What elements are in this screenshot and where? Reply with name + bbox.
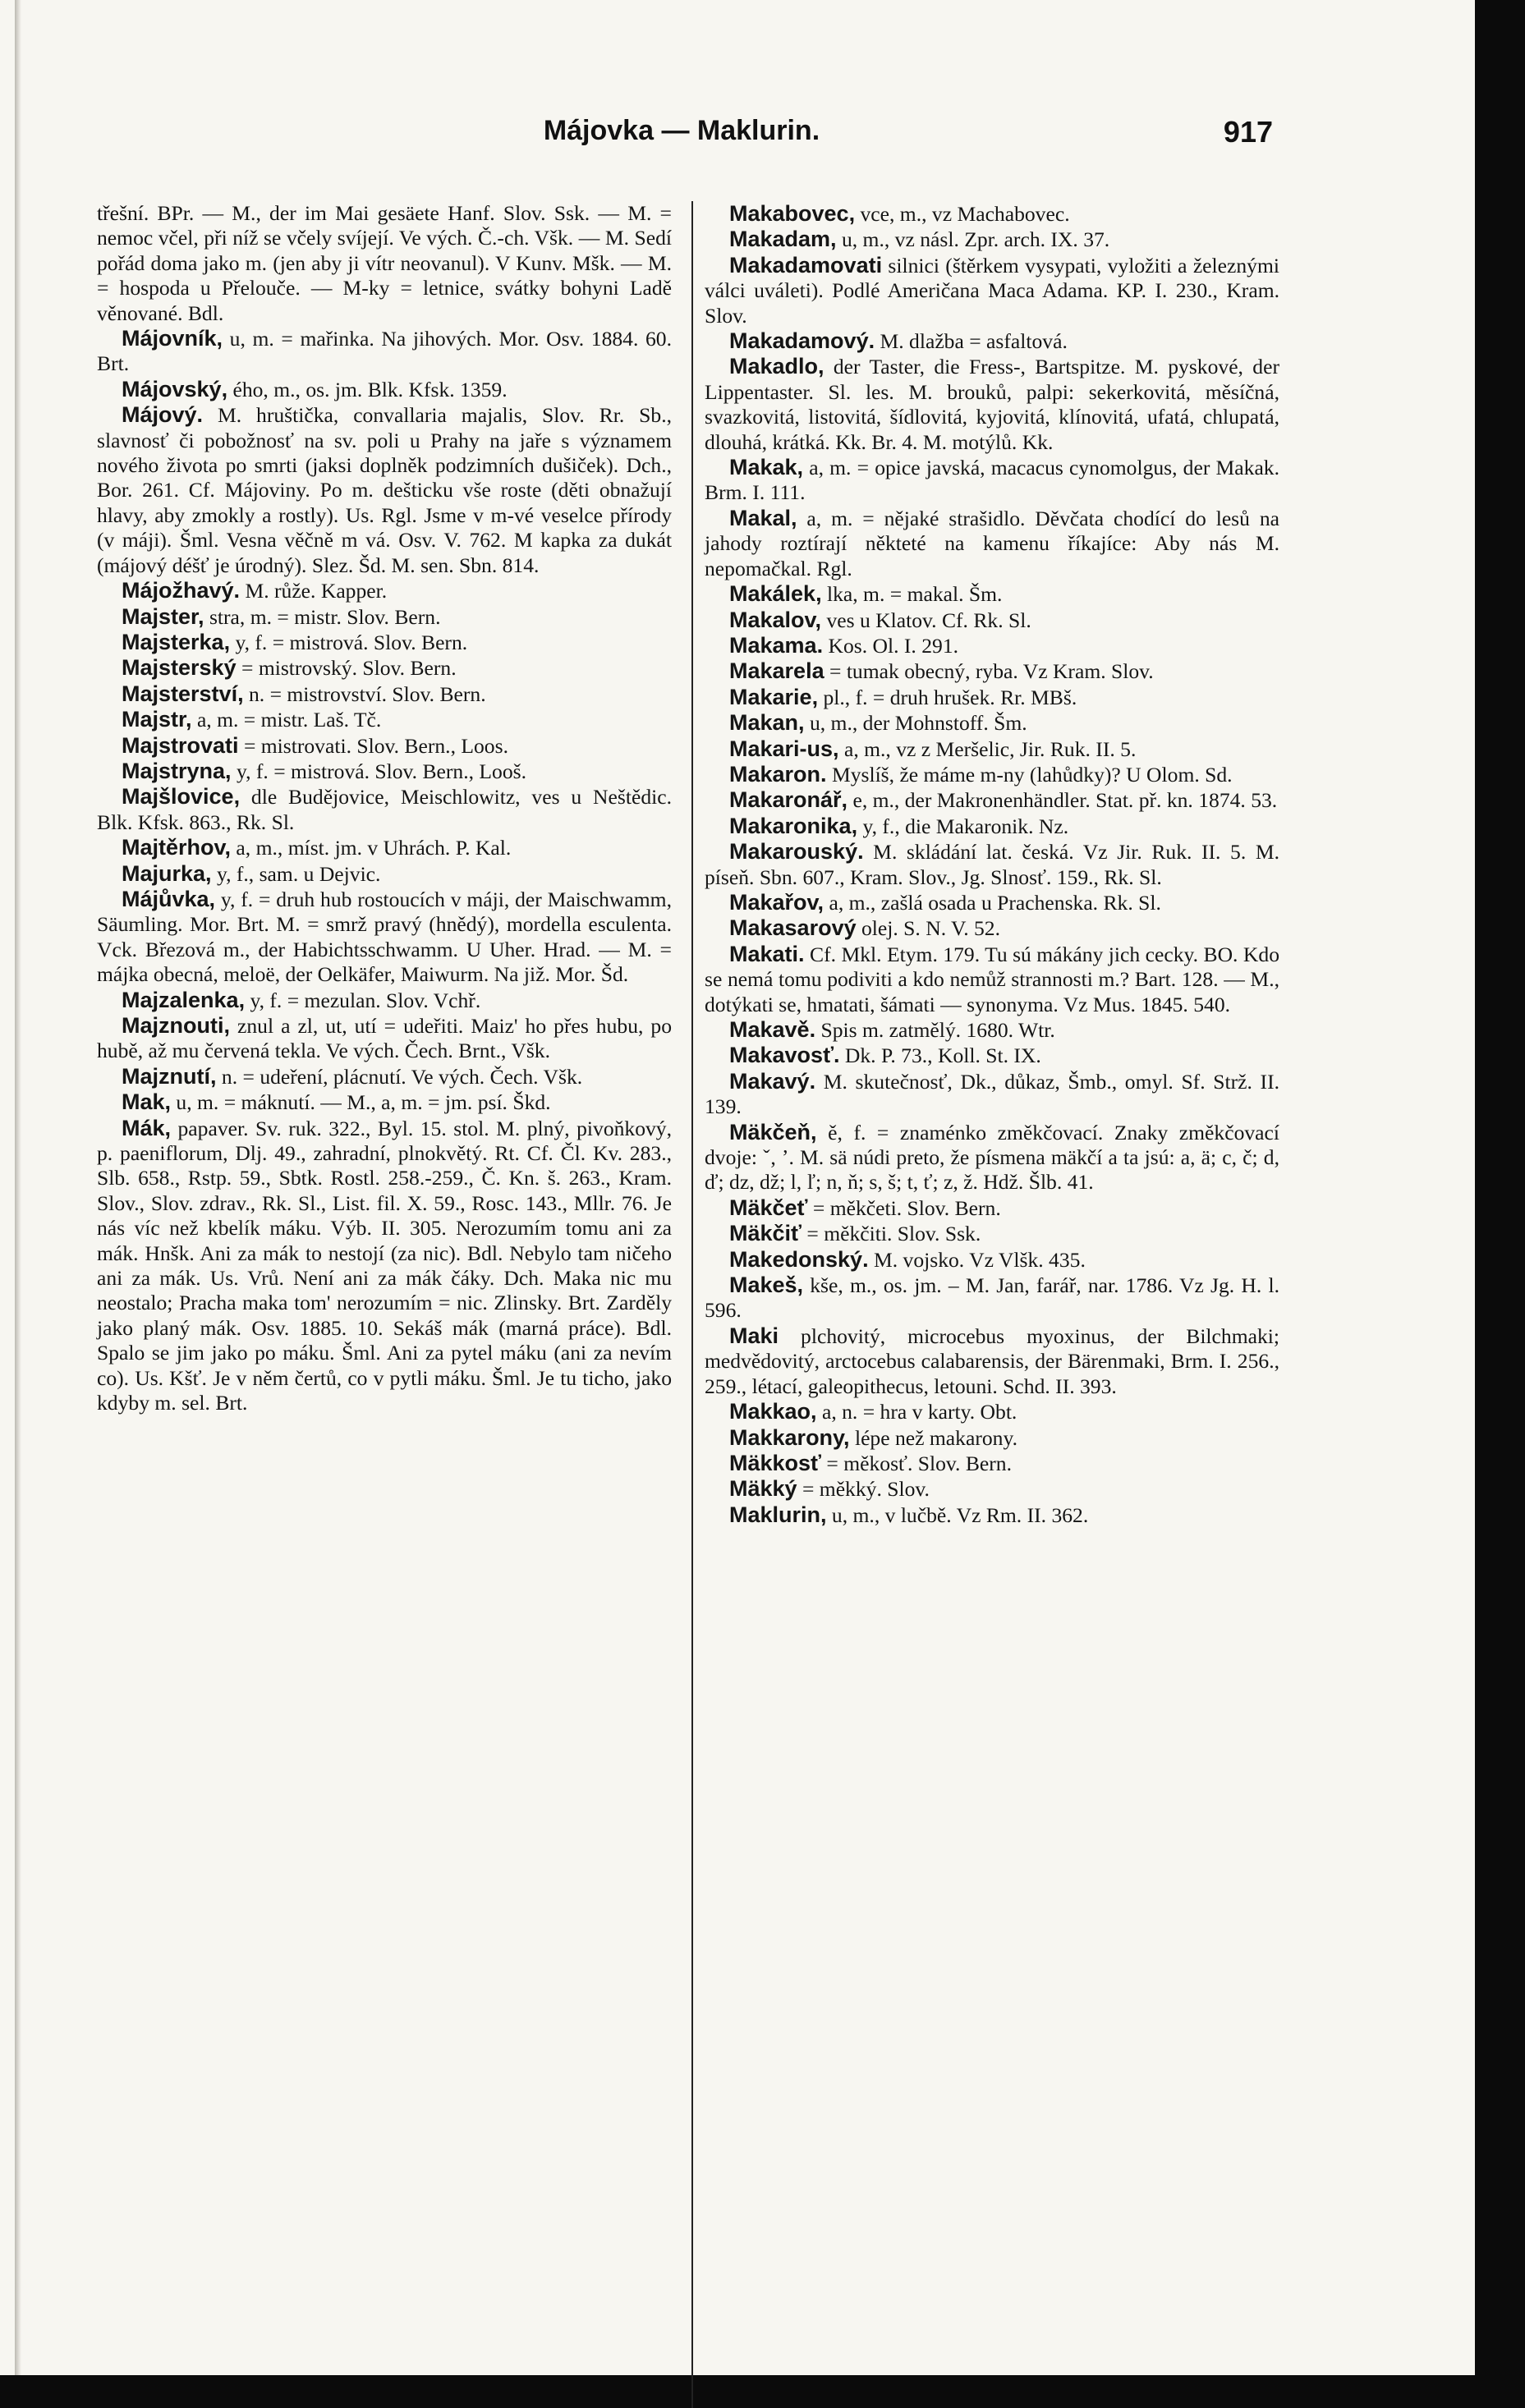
entry-headword: Makama. (729, 632, 824, 658)
entry-text: e, m., der Makronenhändler. Stat. př. kn. 1874. 53. (847, 788, 1278, 813)
entry-headword: Makadam, (729, 227, 837, 252)
column-divider (691, 201, 693, 2408)
dictionary-entry (705, 253, 1279, 328)
entry-text: = měkčiti. Slov. Ssk. (801, 1222, 981, 1246)
entry-headword: Majšlovice, (122, 784, 241, 810)
entry-text: a, m. = mistr. Laš. Tč. (191, 708, 382, 732)
dictionary-entry (97, 861, 672, 887)
entry-headword: Makasarový (729, 915, 857, 941)
dictionary-entry (705, 1247, 1279, 1273)
dictionary-entry (705, 1195, 1279, 1221)
entry-text: der Taster, die Fress-, Bartspitze. M. pyskové, der Lippentaster. Sl. les. M. brouků, palpi: sekerkovitá, měsíčná, svazkovitá, listovitá, šídlovitá, kyjovitá, klínovitá, ufatá, chlupatá, dlouhá, krátká. Kk. Br. 4. M. motýlů. Kk. (705, 355, 1279, 454)
dictionary-entry (705, 1399, 1279, 1424)
dictionary-entry (705, 710, 1279, 736)
dictionary-entry (97, 1013, 672, 1064)
dictionary-entry (705, 201, 1279, 227)
entry-headword: Makal, (729, 505, 797, 530)
dictionary-entry (705, 658, 1279, 684)
entry-headword: Makalov, (729, 607, 822, 632)
dictionary-entry (97, 1064, 672, 1089)
entry-headword: Mák, (122, 1115, 172, 1140)
entry-text: pl., f. = druh hrušek. Rr. MBš. (818, 685, 1077, 709)
entry-headword: Makaronář, (729, 787, 848, 813)
dictionary-entry (705, 1120, 1279, 1195)
dictionary-entry (97, 1089, 672, 1115)
entry-headword: Makarela (729, 658, 825, 684)
dictionary-entry (705, 1043, 1279, 1068)
dictionary-entry (705, 814, 1279, 839)
dictionary-entry (705, 1502, 1279, 1528)
dictionary-entry (705, 506, 1279, 581)
dictionary-entry (705, 227, 1279, 252)
entry-headword: Mäkkosť (729, 1450, 821, 1475)
entry-text: = měkosť. Slov. Bern. (820, 1451, 1012, 1475)
entry-text: znul a zl, ut, utí = udeřiti. Maiz' ho přes hubu, po hubě, až mu červená tekla. Ve vých. Čech. Brnt., Všk. (97, 1014, 672, 1063)
entry-headword: Makavosť. (729, 1043, 840, 1068)
entry-text: Dk. P. 73., Koll. St. IX. (839, 1043, 1041, 1068)
entry-text: vce, m., vz Machabovec. (855, 202, 1070, 226)
entry-text: lépe než makarony. (849, 1425, 1017, 1450)
dictionary-entry (97, 655, 672, 681)
entry-headword: Makadamový. (729, 328, 875, 354)
entry-headword: Májožhavý. (122, 578, 241, 603)
right-column (705, 201, 1279, 1528)
entry-headword: Makálek, (729, 581, 822, 607)
dictionary-entry (705, 633, 1279, 658)
entry-headword: Majsterka, (122, 629, 231, 654)
entry-text: plchovitý, microcebus myoxinus, der Bilchmaki; medvědovitý, arctocebus calabarensis, der Bärenmaki, Brm. I. 256., 259., létací, galeopithecus, letouni. Schd. II. 393. (705, 1323, 1279, 1398)
entry-headword: Majurka, (122, 860, 212, 886)
entry-text: lka, m. = makal. Šm. (821, 582, 1003, 607)
entry-text: M. skládání lat. česká. Vz Jir. Ruk. II. 5. M. píseň. Sbn. 607., Kram. Slov., Jg. Slnosť. 159., Rk. Sl. (705, 840, 1279, 889)
entry-text: = mistrovský. Slov. Bern. (236, 656, 457, 681)
entry-text: Kos. Ol. I. 291. (823, 633, 959, 658)
dictionary-entry (705, 581, 1279, 607)
entry-text: kše, m., os. jm. – M. Jan, farář, nar. 1786. Vz Jg. H. l. 596. (705, 1273, 1279, 1323)
entry-headword: Májovský, (122, 376, 228, 401)
entry-headword: Majtěrhov, (122, 835, 232, 860)
dictionary-entry (97, 326, 672, 377)
dictionary-entry (705, 1451, 1279, 1476)
dictionary-entry (97, 604, 672, 630)
entry-text: u, m., der Mohnstoff. Šm. (804, 711, 1027, 736)
entry-headword: Makkarony, (729, 1424, 850, 1450)
entry-headword: Makaron. (729, 761, 827, 787)
left-column (97, 201, 672, 1416)
entry-headword: Makarie, (729, 684, 819, 709)
entry-text: a, m., míst. jm. v Uhrách. P. Kal. (231, 836, 512, 860)
entry-headword: Májovník, (122, 326, 223, 351)
entry-text: y, f. = mistrová. Slov. Bern., Looš. (231, 759, 527, 783)
entry-headword: Makedonský. (729, 1246, 869, 1272)
entry-text: ě, f. = znaménko změkčovací. Znaky změkčovací dvoje: ˇ, ʼ. M. sä núdi preto, že písmena mäkčí a ta jsú: a, ä; c, č; d, ď; dz, dž; l, ľ; n, ň; s, š; t, ť; z, ž. Hdž. Šlb. 41. (705, 1120, 1279, 1195)
entry-headword: Májový. (122, 402, 204, 428)
entry-headword: Makadamovati (729, 252, 883, 277)
entry-headword: Makadlo, (729, 354, 825, 379)
entry-text: u, m., v lučbě. Vz Rm. II. 362. (826, 1502, 1089, 1527)
entry-headword: Majstr, (122, 707, 192, 732)
entry-text: y, f., sam. u Dejvic. (211, 861, 381, 886)
entry-text: M. vojsko. Vz Vlšk. 435. (868, 1247, 1086, 1272)
dictionary-entry (705, 354, 1279, 455)
entry-text: a, m., vz z Meršelic, Jir. Ruk. II. 5. (838, 736, 1137, 761)
dictionary-entry (97, 578, 672, 603)
entry-text: u, m., vz násl. Zpr. arch. IX. 37. (836, 227, 1110, 252)
entry-text: M. dlažba = asfaltová. (875, 329, 1068, 354)
entry-text: ves u Klatov. Cf. Rk. Sl. (821, 608, 1031, 632)
dictionary-entry (705, 1476, 1279, 1502)
dictionary-entry (705, 455, 1279, 506)
entry-headword: Makan, (729, 710, 805, 736)
entry-headword: Majstryna, (122, 758, 232, 783)
dictionary-entry (97, 201, 672, 326)
running-head: Májovka — Maklurin. (543, 115, 820, 146)
entry-text: = měkčeti. Slov. Bern. (807, 1195, 1001, 1220)
dictionary-entry (97, 402, 672, 578)
entry-headword: Makaronika, (729, 813, 858, 838)
entry-text: papaver. Sv. ruk. 322., Byl. 15. stol. M. plný, pivoňkový, p. paeniflorum, Dlj. 49., zahradní, plnokvětý. Rt. Cf. Čl. Kv. 283., Slb. 658., Rstp. 59., Sbtk. Rostl. 258.-259., Č. Kn. š. 263., Kram. Slov., Slov. zdrav., Rk. Sl., List. fil. X. 59., Rosc. 143., Mllr. 76. Je nás víc než kbelík máku. Výb. II. 305. Nerozumím tomu ani za mák. Hnšk. Ani za mák to nestojí (za nic). Bdl. Nebylo tam ničeho ani za mák. Us. Vrů. Není ani za mák čáky. Dch. Maka nic mu neostalo; Pracha maka tom' nerozumím = nic. Zlinsky. Brt. Zarděly jako planý mák. Osv. 1885. 10. Sekáš mák (marná práce). Bdl. Spalo se jim jako po máku. Šml. Ani za pytel máku (ani za nevím co). Us. Kšť. Je v něm čertů, co v pytli máku. Šml. Je tu ticho, jako kdyby m. sel. Brt. (97, 1116, 672, 1415)
entry-text: y, f. = mistrová. Slov. Bern. (230, 630, 468, 654)
entry-text: = mistrovati. Slov. Bern., Loos. (238, 733, 508, 758)
dictionary-entry (705, 1221, 1279, 1246)
entry-text: y, f. = druh hub rostoucích v máji, der Maischwamm, Säumling. Mor. Brt. M. = smrž pravý (hnědý), mordella esculenta. Vck. Březová m., der Habichtsschwamm. U Uher. Hrad. — M. = májka obecná, meloë, der Oelkäfer, Maiwurm. Na již. Mor. Šd. (97, 887, 672, 987)
entry-headword: Makabovec, (729, 201, 856, 226)
entry-headword: Majsterský (122, 655, 237, 681)
dictionary-entry (705, 942, 1279, 1017)
entry-headword: Makati. (729, 941, 805, 966)
entry-headword: Makavý. (729, 1068, 816, 1094)
entry-text: Spis m. zatmělý. 1680. Wtr. (815, 1018, 1055, 1042)
entry-text: = měkký. Slov. (797, 1477, 930, 1502)
entry-text: ého, m., os. jm. Blk. Kfsk. 1359. (227, 377, 508, 401)
dictionary-entry (705, 787, 1279, 813)
dictionary-entry (705, 915, 1279, 941)
entry-headword: Makak, (729, 455, 804, 480)
entry-text: y, f. = mezulan. Slov. Vchř. (245, 988, 481, 1012)
dictionary-entry (705, 839, 1279, 890)
entry-text: třešní. BPr. — M., der im Mai gesäete Hanf. Slov. Ssk. — M. = nemoc včel, při níž se včely svíjejí. Ve vých. Č.-ch. Všk. — M. Sedí pořád doma jako m. (jen aby ji vítr neovanul). V Kunv. Mšk. — M. = hospoda u Přelouče. — M-ky = letnice, svátky bohyni Ladě věnované. Bdl. (97, 201, 672, 325)
entry-text: dle Budějovice, Meischlowitz, ves u Neštědic. Blk. Kfsk. 863., Rk. Sl. (97, 785, 672, 834)
dictionary-entry (705, 1273, 1279, 1323)
entry-headword: Majznutí, (122, 1063, 217, 1089)
entry-text: a, m. = nějaké strašidlo. Děvčata chodící do lesů na jahody roztírají někteté na kamenu říkajíce: Aby nás M. nepomačkal. Rgl. (705, 506, 1279, 580)
entry-text: silnici (štěrkem vysypati, vyložiti a železnými válci uváleti). Podlé Američana Maca Adama. KP. I. 230., Kram. Slov. (705, 253, 1279, 328)
dictionary-entry (705, 1017, 1279, 1043)
page-gutter-shadow (15, 0, 21, 2375)
entry-text: olej. S. N. V. 52. (856, 916, 1001, 941)
entry-headword: Majzalenka, (122, 987, 246, 1012)
dictionary-entry (705, 890, 1279, 915)
entry-text: u, m. = mařinka. Na jihových. Mor. Osv. 1884. 60. Brt. (97, 327, 672, 376)
dictionary-entry (97, 707, 672, 732)
dictionary-entry (97, 733, 672, 759)
entry-headword: Makkao, (729, 1399, 817, 1424)
entry-text: a, m. = opice javská, macacus cynomolgus, der Makak. Brm. I. 111. (705, 456, 1279, 505)
entry-headword: Makavě. (729, 1017, 816, 1042)
entry-text: stra, m. = mistr. Slov. Bern. (204, 604, 441, 629)
entry-headword: Majznouti, (122, 1013, 230, 1038)
entry-text: = tumak obecný, ryba. Vz Kram. Slov. (824, 659, 1154, 684)
entry-text: a, m., zašlá osada u Prachenska. Rk. Sl. (824, 890, 1161, 915)
dictionary-entry (705, 736, 1279, 762)
entry-headword: Majstrovati (122, 732, 239, 758)
dictionary-entry (705, 328, 1279, 354)
entry-headword: Makeš, (729, 1273, 804, 1298)
dictionary-entry (97, 887, 672, 988)
entry-text: M. růže. Kapper. (240, 579, 388, 603)
dictionary-entry (97, 835, 672, 860)
entry-headword: Májůvka, (122, 886, 216, 911)
dictionary-entry (705, 1323, 1279, 1399)
entry-headword: Mäkký (729, 1476, 797, 1502)
entry-headword: Makarouský. (729, 839, 864, 865)
entry-text: a, n. = hra v karty. Obt. (816, 1400, 1017, 1424)
dictionary-entry (705, 1425, 1279, 1451)
dictionary-entry (705, 608, 1279, 633)
entry-headword: Mäkčeň, (729, 1119, 817, 1144)
entry-headword: Mäkčiť (729, 1221, 802, 1246)
dictionary-entry (97, 784, 672, 835)
page-header (90, 115, 1273, 156)
entry-text: u, m. = máknutí. — M., a, m. = jm. psí. Škd. (171, 1090, 551, 1115)
entry-text: n. = mistrovství. Slov. Bern. (243, 681, 486, 706)
entry-headword: Makařov, (729, 889, 825, 915)
dictionary-entry (705, 1069, 1279, 1120)
dictionary-entry (705, 685, 1279, 710)
entry-headword: Maki (729, 1323, 779, 1348)
entry-headword: Maklurin, (729, 1502, 827, 1527)
dictionary-entry (97, 630, 672, 655)
dictionary-entry (97, 988, 672, 1013)
entry-text: y, f., die Makaronik. Nz. (857, 814, 1069, 838)
entry-text: Myslíš, že máme m-ny (lahůdky)? U Olom. Sd. (826, 762, 1233, 787)
entry-headword: Mäkčeť (729, 1195, 808, 1220)
dictionary-entry (97, 681, 672, 707)
dictionary-entry (97, 759, 672, 784)
entry-headword: Majsterství, (122, 681, 244, 706)
entry-headword: Majster, (122, 603, 204, 629)
entry-text: n. = udeření, plácnutí. Ve vých. Čech. Všk. (216, 1064, 583, 1089)
dictionary-entry (97, 1116, 672, 1416)
entry-headword: Mak, (122, 1089, 172, 1115)
entry-text: Cf. Mkl. Etym. 179. Tu sú mákány jich cecky. BO. Kdo se nemá tomu podiviti a kdo nemůž strannosti m.? Bart. 128. — M., dotýkati se, hmatati, šámati — synonyma. Vz Mus. 1845. 540. (705, 942, 1279, 1016)
entry-text: M. hruštička, convallaria majalis, Slov. Rr. Sb., slavnosť či pobožnosť na sv. poli u Prahy na jaře s významem nového života po smrti (jaksi doplněk podzimních dušiček). Dch., Bor. 261. Cf. Májoviny. Po m. dešticku vše roste (děti obnažují hlavy, aby zmokly a rostly). Us. Rgl. Jsme v m-vé veselce přírody (v máji). Šml. Vesna věčně m vá. Osv. V. 762. M kapka za dukát (májový déšť je úrodný). Slez. Šd. M. sen. Sbn. 814. (97, 403, 672, 577)
page-number: 917 (1223, 115, 1273, 149)
entry-headword: Makari-us, (729, 736, 839, 761)
entry-text: M. skutečnosť, Dk., důkaz, Šmb., omyl. Sf. Strž. II. 139. (705, 1069, 1279, 1119)
dictionary-entry (705, 762, 1279, 787)
dictionary-entry (97, 377, 672, 402)
